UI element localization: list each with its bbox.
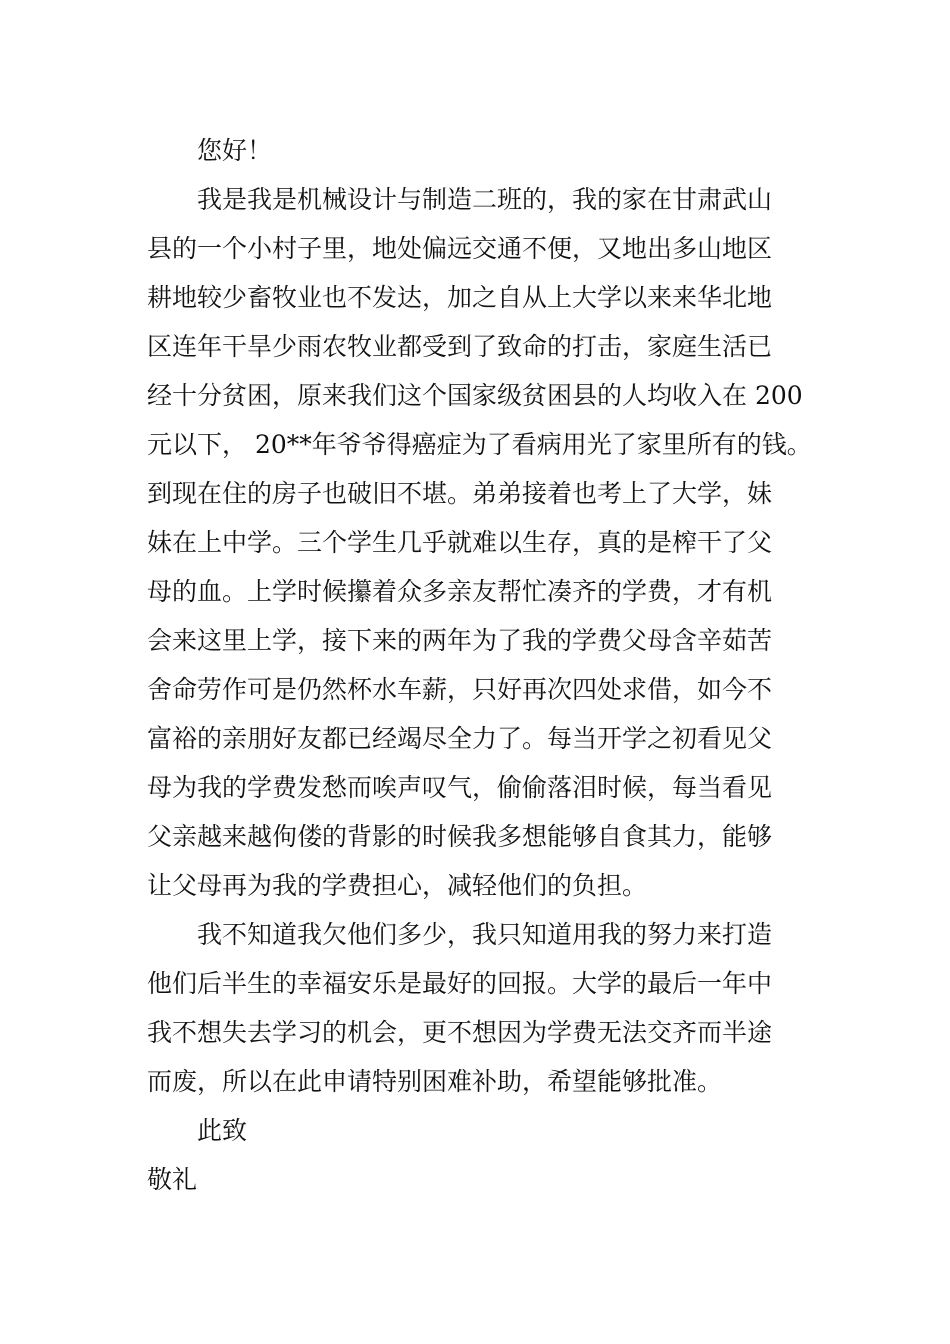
paragraph-1-line: 舍命劳作可是仍然杯水车薪，只好再次四处求借，如今不 (147, 675, 773, 704)
paragraph-2-line: 他们后半生的幸福安乐是最好的回报。大学的最后一年中 (147, 969, 773, 998)
paragraph-2-line: 我不想失去学习的机会，更不想因为学费无法交齐而半途 (147, 1018, 773, 1047)
paragraph-1-line: 我是我是机械设计与制造二班的，我的家在甘肃武山 (197, 185, 773, 214)
paragraph-1-line: 耕地较少畜牧业也不发达，加之自从上大学以来来华北地 (147, 283, 773, 312)
paragraph-1-line: 区连年干旱少雨农牧业都受到了致命的打击，家庭生活已 (147, 332, 773, 361)
paragraph-1-line: 到现在住的房子也破旧不堪。弟弟接着也考上了大学，妹 (147, 479, 773, 508)
paragraph-1-line: 母为我的学费发愁而唉声叹气，偷偷落泪时候，每当看见 (147, 773, 773, 802)
paragraph-1-line: 会来这里上学，接下来的两年为了我的学费父母含辛茹苦 (147, 626, 773, 655)
closing-salutation: 此致 (197, 1116, 248, 1145)
closing-regards: 敬礼 (147, 1165, 198, 1194)
paragraph-2-line: 我不知道我欠他们多少，我只知道用我的努力来打造 (197, 920, 773, 949)
paragraph-2-line: 而废，所以在此申请特别困难补助，希望能够批准。 (147, 1067, 723, 1096)
paragraph-1-line: 元以下， 20**年爷爷得癌症为了看病用光了家里所有的钱。 (147, 430, 812, 459)
greeting: 您好！ (197, 136, 273, 165)
paragraph-1-line: 父亲越来越佝偻的背影的时候我多想能够自食其力，能够 (147, 822, 773, 851)
paragraph-1-line: 经十分贫困，原来我们这个国家级贫困县的人均收入在 200 (147, 381, 803, 410)
paragraph-1-line: 妹在上中学。三个学生几乎就难以生存，真的是榨干了父 (147, 528, 773, 557)
letter-body (147, 126, 827, 1204)
paragraph-1-line: 富裕的亲朋好友都已经竭尽全力了。每当开学之初看见父 (147, 724, 773, 753)
paragraph-1-line: 县的一个小村子里，地处偏远交通不便，又地出多山地区 (147, 234, 773, 263)
paragraph-1-line: 让父母再为我的学费担心，减轻他们的负担。 (147, 871, 648, 900)
paragraph-1-line: 母的血。上学时候攥着众多亲友帮忙凑齐的学费，才有机 (147, 577, 773, 606)
